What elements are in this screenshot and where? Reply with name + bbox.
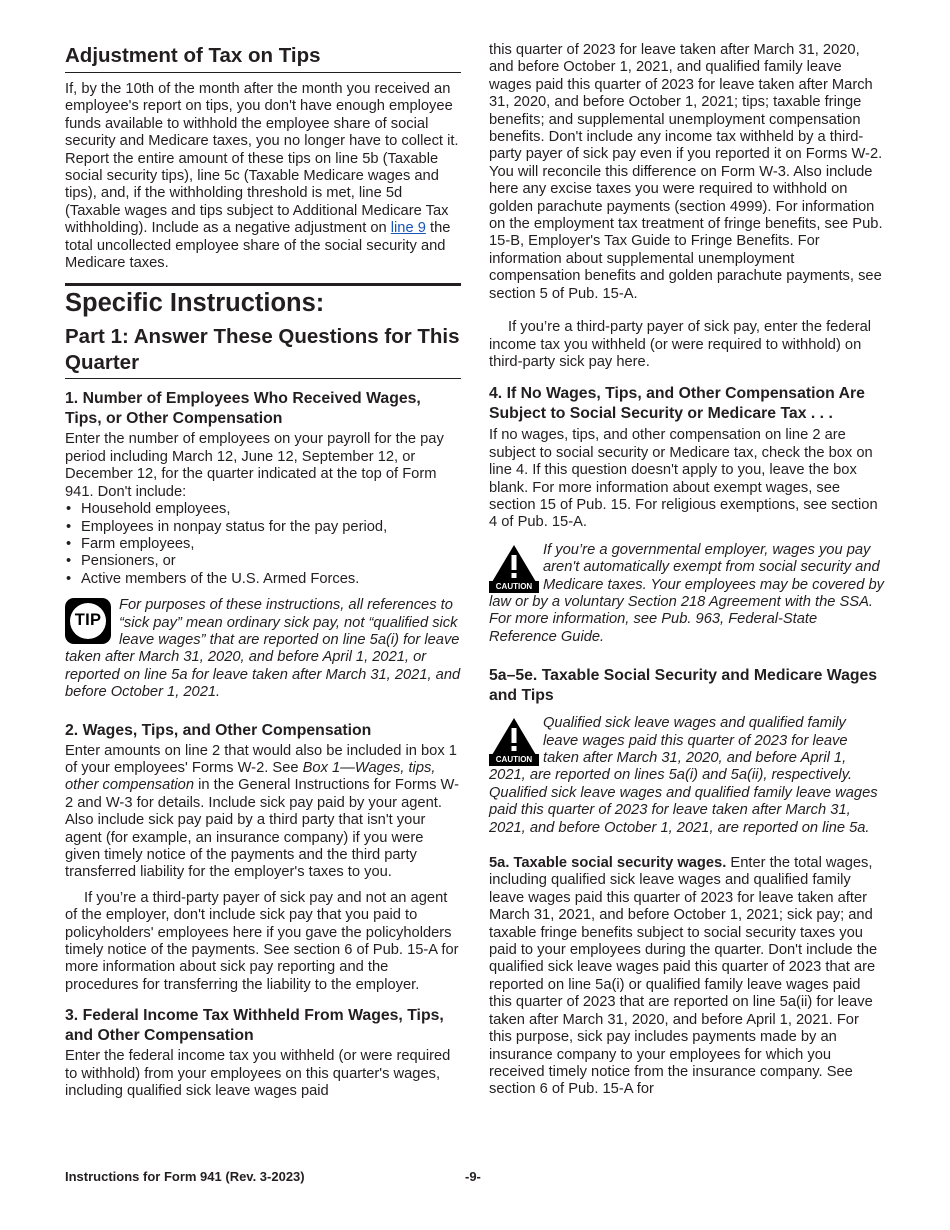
tip-label: TIP bbox=[70, 603, 106, 639]
caution-label: CAUTION bbox=[489, 754, 539, 766]
right-column bbox=[489, 42, 885, 1099]
q4-heading: 4. If No Wages, Tips, and Other Compensation Are Subject to Social Security or Medicare Tax . . . bbox=[489, 385, 865, 423]
list-item: • Household employees, bbox=[65, 501, 461, 518]
caution-note-2 bbox=[489, 715, 885, 837]
q1-text: Enter the number of employees on your payroll for the pay period including March 12, June 12, September 12, or December 12, for the quarter indicated at the top of Form 941. Don't include: bbox=[65, 431, 444, 500]
q2-text-b: in the General Instructions for Forms W-2 and W-3 for details. Include sick pay paid by your agent. Also include sick pay paid by a third party that isn't your agent (for example, an insurance company) if you were given timely notice of the payments and the third party transferred liability for the employer's taxes to you. bbox=[65, 777, 460, 881]
q3-heading: 3. Federal Income Tax Withheld From Wages, Tips, and Other Compensation bbox=[65, 1007, 444, 1045]
specific-instructions-heading: Specific Instructions: bbox=[65, 283, 461, 318]
third-party-text: If you’re a third-party payer of sick pay, enter the federal income tax you withheld (or were required to withhold) on third-party sick pay here. bbox=[489, 319, 872, 370]
part1-heading: Part 1: Answer These Questions for This Quarter bbox=[65, 324, 461, 379]
list-item: • Farm employees, bbox=[65, 536, 461, 553]
q2-text-2: If you’re a third-party payer of sick pay and not an agent of the employer, don't include sick pay that you paid to policyholders' employees here if you gave the policyholders timely notice of the payments. See section 6 of Pub. 15-A for more information about sick pay reporting and the procedures for transferring the liability to the employer. bbox=[65, 889, 459, 993]
caution-icon bbox=[489, 716, 539, 766]
page-number: -9- bbox=[465, 1169, 481, 1184]
adjustment-paragraph bbox=[65, 81, 461, 272]
adjustment-text-b: the total uncollected employee share of the social security and Medicare taxes. bbox=[65, 220, 451, 272]
q5a-paragraph bbox=[489, 855, 885, 1099]
caution2-text: Qualified sick leave wages and qualified family leave wages paid this quarter of 2023 for leave taken after March 31, 2020, and before April 1, 2021, are reported on lines 5a(i) and 5a(ii), respectively. Qualified sick leave wages and qualified family leave wages paid this quarter of 2023 for leave taken after March 31, 2021, and before October 1, 2021, are reported on line 5a. bbox=[489, 715, 878, 836]
q5a-lead: 5a. Taxable social security wages. bbox=[489, 855, 727, 872]
list-item: • Employees in nonpay status for the pay period, bbox=[65, 519, 461, 536]
left-column bbox=[65, 40, 461, 1100]
q3-continued-text: this quarter of 2023 for leave taken after March 31, 2020, and before October 1, 2021, and qualified family leave wages paid this quarter of 2023 for leave taken after March 31, 2020, and before October 1, 2021; tips; taxable fringe benefits; and supplemental unemployment compensation benefits. Don't include any income tax withheld by a third-party payer of sick pay even if you reported it on Forms W-2. You will reconcile this difference on Form W-3. Also include here any excise taxes you were required to withhold on golden parachute payments (section 4999). For information on the employment tax treatment of fringe benefits, see Pub. 15-B, Employer's Tax Guide to Fringe Benefits. For information about supplemental unemployment compensation benefits and golden parachute payments, see section 5 of Pub. 15-A. bbox=[489, 42, 883, 302]
list-item: • Active members of the U.S. Armed Forces. bbox=[65, 571, 461, 588]
caution-icon bbox=[489, 543, 539, 593]
adjustment-text-a: If, by the 10th of the month after the month you received an employee's report on tips, you don't have enough employee funds available to withhold the employee share of social security and Medicare taxes, you no longer have to collect it. Report the entire amount of these tips on line 5b (Taxable social security tips), line 5c (Taxable Medicare wages and tips), and, if the withholding threshold is met, line 5d (Taxable wages and tips subject to Additional Medicare Tax withholding). Include as a negative adjustment on bbox=[65, 81, 459, 237]
tip-note bbox=[65, 597, 461, 701]
q2-text-a: Enter amounts on line 2 that would also be included in box 1 of your employees' Forms W-2. See bbox=[65, 742, 457, 776]
list-item: • Pensioners, or bbox=[65, 553, 461, 570]
footer-form-title: Instructions for Form 941 (Rev. 3-2023) bbox=[65, 1169, 305, 1184]
q5-heading: 5a–5e. Taxable Social Security and Medicare Wages and Tips bbox=[489, 667, 878, 705]
q2-text bbox=[65, 743, 461, 882]
tip-text: For purposes of these instructions, all references to “sick pay” mean ordinary sick pay, not “qualified sick leave wages” that are reported on line 5a(i) for leave taken after March 31, 2020, and before April 1, 2021, or reported on line 5a for leave taken after March 31, 2021, and before October 1, 2021. bbox=[65, 597, 461, 701]
q4-text: If no wages, tips, and other compensation on line 2 are subject to social security or Medicare tax, check the box on line 4. If this question doesn't apply to you, leave the box blank. For more information about exempt wages, see section 15 of Pub. 15. For religious exemptions, see section 4 of Pub. 15-A. bbox=[489, 427, 878, 531]
q2-text-emphasis: Box 1—Wages, tips, other compensation bbox=[65, 759, 436, 794]
caution1-text: If you’re a governmental employer, wages you pay aren't automatically exempt from social security and Medicare taxes. Your employees may be covered by law or by a voluntary Section 218 Agreement with the SSA. For more information, see Pub. 963, Federal-State Reference Guide. bbox=[489, 541, 884, 645]
q2-heading: 2. Wages, Tips, and Other Compensation bbox=[65, 721, 372, 739]
q1-heading: 1. Number of Employees Who Received Wages, Tips, or Other Compensation bbox=[65, 390, 421, 428]
line-9-link[interactable]: line 9 bbox=[390, 220, 426, 237]
caution-label: CAUTION bbox=[489, 581, 539, 593]
q1-exclusion-list bbox=[65, 501, 461, 588]
tip-icon bbox=[65, 598, 115, 648]
caution-note-1 bbox=[489, 542, 885, 646]
q3-text: Enter the federal income tax you withheld (or were required to withhold) from your employees on this quarter's wages, including qualified sick leave wages paid bbox=[65, 1048, 451, 1100]
q5a-text: Enter the total wages, including qualified sick leave wages and qualified family leave wages paid this quarter of 2023 for leave taken after March 31, 2021, and before October 1, 2021; sick pay; and taxable fringe benefits subject to social security taxes you paid to your employees during the quarter. Don't include the qualified sick leave wages paid this quarter of 2023 that are reported on line 5a(i) or qualified family leave wages paid this quarter of 2023 that are reported on line 5a(ii) for leave taken after March 31, 2020, and before April 1, 2021. For this purpose, sick pay includes payments made by an insurance company to your employees for which you received timely notice from the insurance company. See section 6 of Pub. 15-A for bbox=[489, 855, 878, 1098]
adjustment-heading: Adjustment of Tax on Tips bbox=[65, 44, 461, 73]
